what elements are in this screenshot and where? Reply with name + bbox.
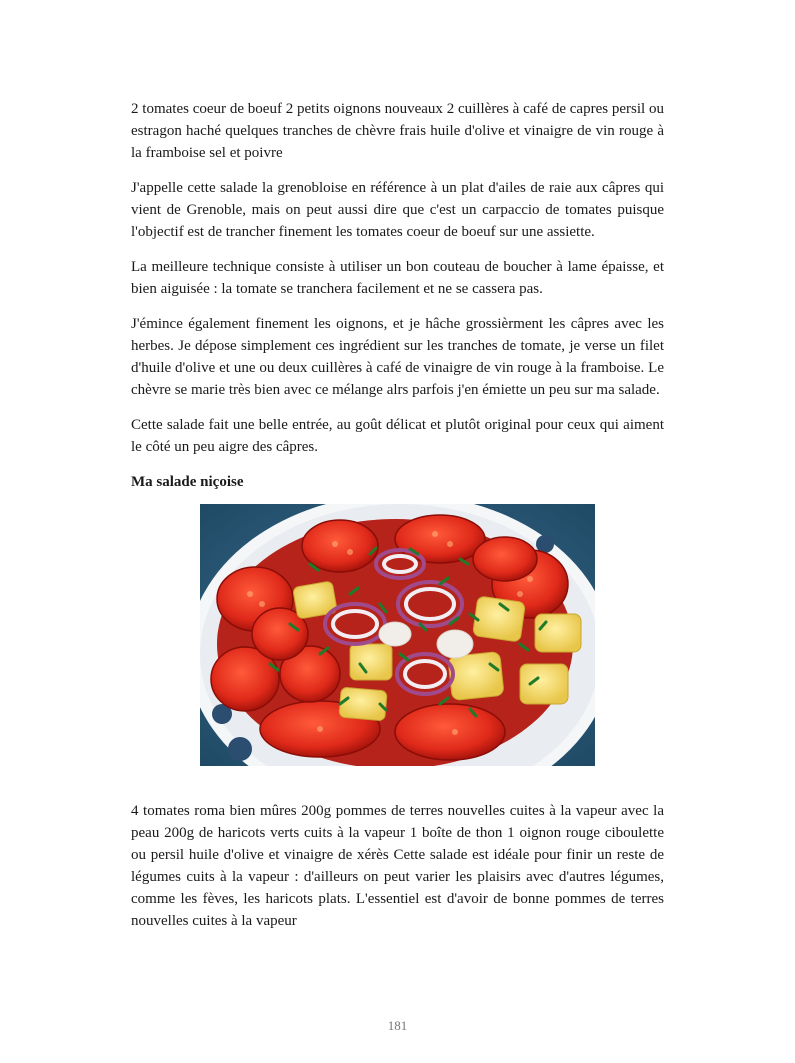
salad-illustration	[200, 504, 595, 766]
page-content	[131, 98, 664, 945]
conclusion-paragraph: Cette salade fait une belle entrée, au goût délicat et plutôt original pour ceux qui aiment le côté un peu aigre des câpres.	[131, 417, 664, 455]
nicoise-paragraph: 4 tomates roma bien mûres 200g pommes de terres nouvelles cuites à la vapeur avec la peau 200g de haricots verts cuits à la vapeur 1 boîte de thon 1 oignon rouge ciboulette ou persil huile d'olive et vinaigre de xérès Cette salade est idéale pour finir un reste de légumes cuits à la vapeur : d'ailleurs on peut varier les plaisirs avec d'autres légumes, comme les fèves, les haricots plats. L'essentiel est d'avoir de bonne pommes de terres nouvelles cuites à la vapeur	[131, 803, 664, 929]
ingredients-paragraph: 2 tomates coeur de boeuf 2 petits oignons nouveaux 2 cuillères à café de capres persil ou estragon haché quelques tranches de chèvre frais huile d'olive et vinaigre de vin rouge à la framboise sel et poivre	[131, 101, 664, 161]
preparation-paragraph: J'émince également finement les oignons, et je hâche grossièrment les câpres avec les herbes. Je dépose simplement ces ingrédient sur les tranches de tomate, je verse un filet d'huile d'olive et une ou deux cuillères à café de vinaigre de vin rouge à la framboise. Le chèvre se marie très bien avec ce mélange alrs parfois j'en émiette un peu sur ma salade.	[131, 316, 664, 398]
page-number: 181	[387, 1018, 408, 1033]
section-title: Ma salade niçoise	[131, 474, 244, 490]
salad-photo	[200, 504, 595, 766]
technique-paragraph: La meilleure technique consiste à utiliser un bon couteau de boucher à lame épaisse, et bien aiguisée : la tomate se tranchera facilement et ne se cassera pas.	[131, 259, 664, 297]
intro-paragraph: J'appelle cette salade la grenobloise en référence à un plat d'ailes de raie aux câpres qui vient de Grenoble, mais on peut aussi dire que c'est un carpaccio de tomates puisque l'objectif est de trancher finement les tomates coeur de boeuf sur une assiette.	[131, 180, 664, 240]
